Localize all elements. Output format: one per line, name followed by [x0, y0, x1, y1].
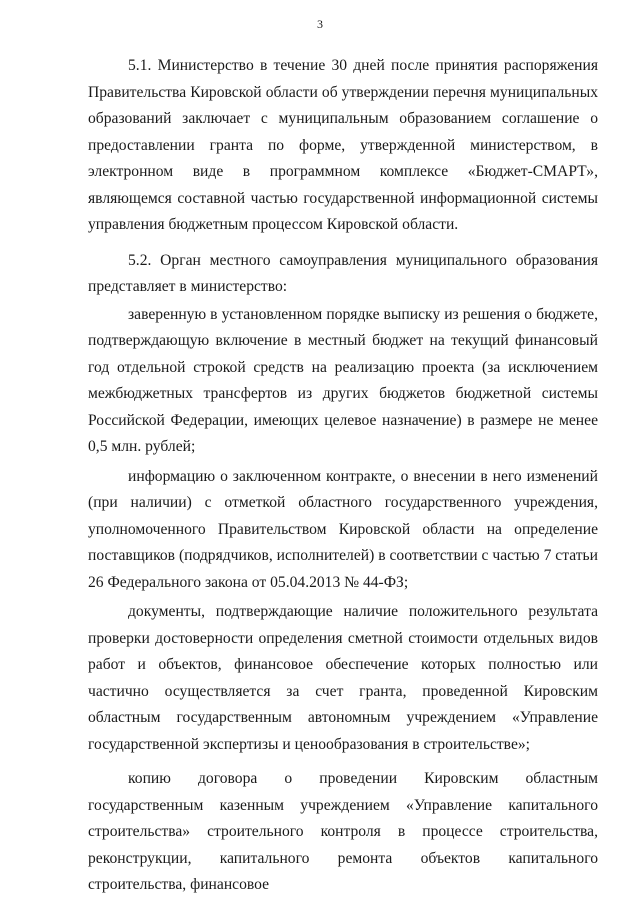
page-number: 3 — [317, 17, 323, 31]
paragraph-contract-info: информацию о заключенном контракте, о внесении в него изменений (при наличии) с отметкой областного государственного учреждения, уполномоченного Правительством Кировской области на определение поставщиков (подрядчиков, исполнителей) в соответствии с частью 7 статьи 26 Федерального закона от 05.04.2013 № 44-ФЗ; — [88, 467, 598, 591]
document-body — [88, 53, 598, 899]
paragraph-budget-extract: заверенную в установленном порядке выписку из решения о бюджете, подтверждающую включение в местный бюджет на текущий финансовый год отдельной строкой средств на реализацию проекта (за исключением межбюджетных трансфертов из других бюджетов бюджетной системы Российской Федерации, имеющих целевое назначение) в размере не менее 0,5 млн. рублей; — [88, 305, 598, 455]
paragraph-cost-verification-documents: документы, подтверждающие наличие положительного результата проверки достоверности определения сметной стоимости отдельных видов работ и объектов, финансовое обеспечение которых полностью или частично осуществляется за счет гранта, проведенной Кировским областным государственным автономным учреждением «Управление государственной экспертизы и ценообразования в строительстве»; — [88, 603, 598, 753]
paragraph-construction-control-contract: копию договора о проведении Кировским областным государственным казенным учреждением «Управление капитального строительства» строительного контроля в процессе строительства, реконструкции, капитального ремонта объектов капитального строительства, финансовое — [88, 770, 598, 893]
paragraph-5-1: 5.1. Министерство в течение 30 дней после принятия распоряжения Правительства Кировской области об утверждении перечня муниципальных образований заключает с муниципальным образованием соглашение о предоставлении гранта по форме, утвержденной министерством, в электронном виде в программном комплексе «Бюджет-СМАРТ», являющемся составной частью государственной информационной системы управления бюджетным процессом Кировской области. — [88, 57, 598, 233]
paragraph-5-2: 5.2. Орган местного самоуправления муниципального образования представляет в министерство: — [88, 251, 598, 295]
